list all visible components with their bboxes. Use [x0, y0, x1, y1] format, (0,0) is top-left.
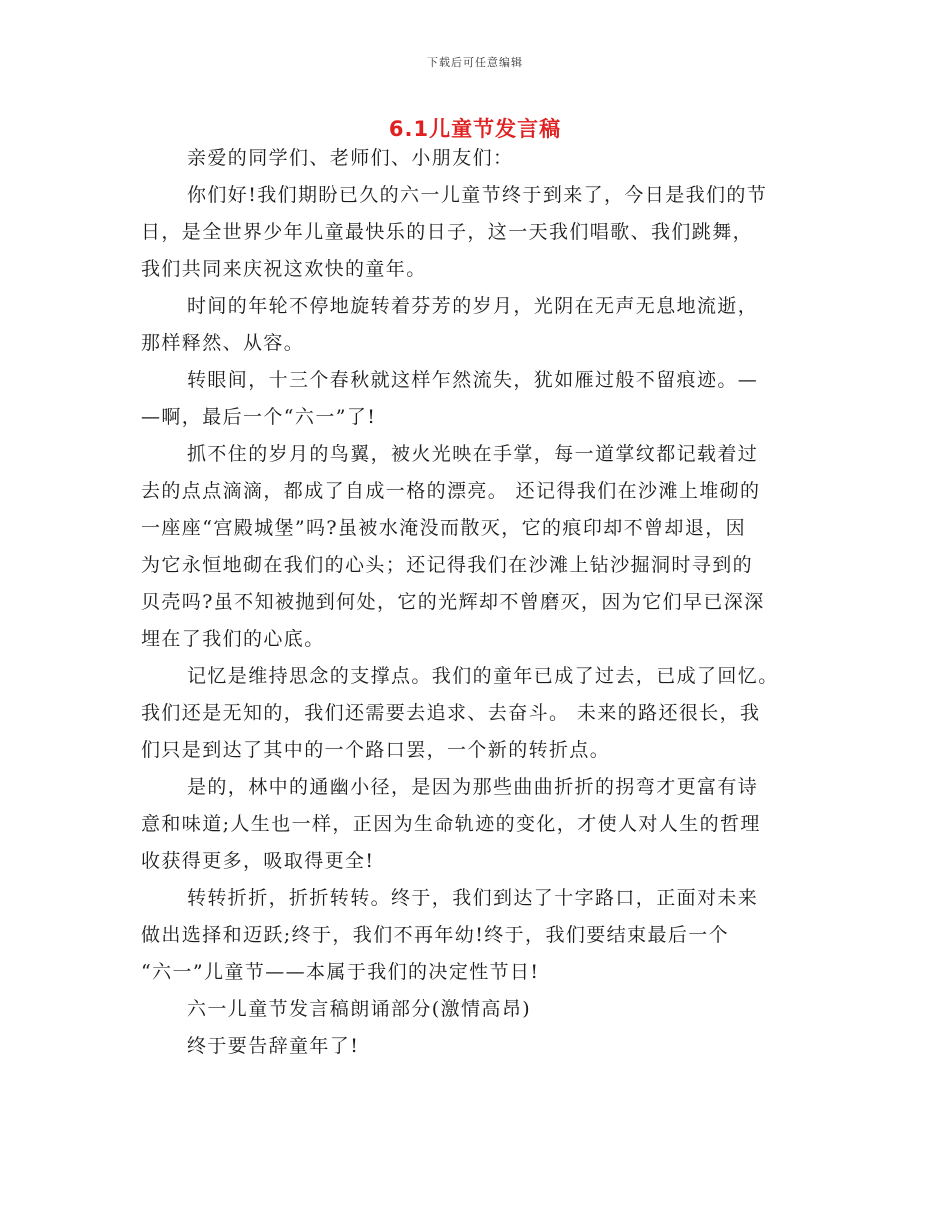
body-line: 终于要告辞童年了! — [187, 1035, 360, 1057]
body-line: 抓不住的岁月的鸟翼，被火光映在手掌，每一道掌纹都记载着过 — [187, 443, 759, 465]
body-line: 意和味道;人生也一样，正因为生命轨迹的变化，才使人对人生的哲理 — [141, 813, 761, 835]
document-body — [141, 140, 811, 1065]
body-line: 我们共同来庆祝这欢快的童年。 — [141, 258, 427, 280]
body-line: 们只是到达了其中的一个路口罢，一个新的转折点。 — [141, 739, 611, 761]
body-line: 记忆是维持思念的支撑点。我们的童年已成了过去，已成了回忆。 — [187, 665, 779, 687]
body-line: 转眼间，十三个春秋就这样乍然流失，犹如雁过般不留痕迹。— — [187, 369, 759, 391]
download-note: 下载后可任意编辑 — [427, 56, 523, 69]
document-title: 6.1儿童节发言稿 — [388, 117, 562, 141]
body-line: 六一儿童节发言稿朗诵部分(激情高昂) — [187, 998, 532, 1020]
body-line: 收获得更多，吸取得更全! — [141, 850, 375, 872]
body-line: 去的点点滴滴，都成了自成一格的漂亮。 还记得我们在沙滩上堆砌的 — [141, 480, 761, 502]
body-line: 你们好!我们期盼已久的六一儿童节终于到来了，今日是我们的节 — [187, 184, 768, 206]
body-line: 一座座“宫殿城堡”吗?虽被水淹没而散灭，它的痕印却不曾却退，因 — [141, 517, 747, 539]
body-line: 是的，林中的通幽小径，是因为那些曲曲折折的拐弯才更富有诗 — [187, 776, 759, 798]
body-line: 我们还是无知的，我们还需要去追求、去奋斗。 未来的路还很长，我 — [141, 702, 761, 724]
body-line: 做出选择和迈跃;终于，我们不再年幼!终于，我们要结束最后一个 — [141, 924, 730, 946]
body-line: 那样释然、从容。 — [141, 332, 305, 354]
body-line: 为它永恒地砌在我们的心头；还记得我们在沙滩上钻沙掘洞时寻到的 — [141, 554, 754, 576]
body-line: 埋在了我们的心底。 — [141, 628, 325, 650]
body-line: 贝壳吗?虽不知被抛到何处，它的光辉却不曾磨灭，因为它们早已深深 — [141, 591, 765, 613]
body-line: 时间的年轮不停地旋转着芬芳的岁月，光阴在无声无息地流逝， — [187, 295, 759, 317]
body-line: 转转折折，折折转转。终于，我们到达了十字路口，正面对未来 — [187, 887, 759, 909]
body-line: 亲爱的同学们、老师们、小朋友们： — [187, 147, 514, 169]
body-line: —啊，最后一个“六一”了! — [141, 406, 377, 428]
body-line: “六一”儿童节——本属于我们的决定性节日! — [141, 961, 540, 983]
body-line: 日，是全世界少年儿童最快乐的日子，这一天我们唱歌、我们跳舞， — [141, 221, 754, 243]
